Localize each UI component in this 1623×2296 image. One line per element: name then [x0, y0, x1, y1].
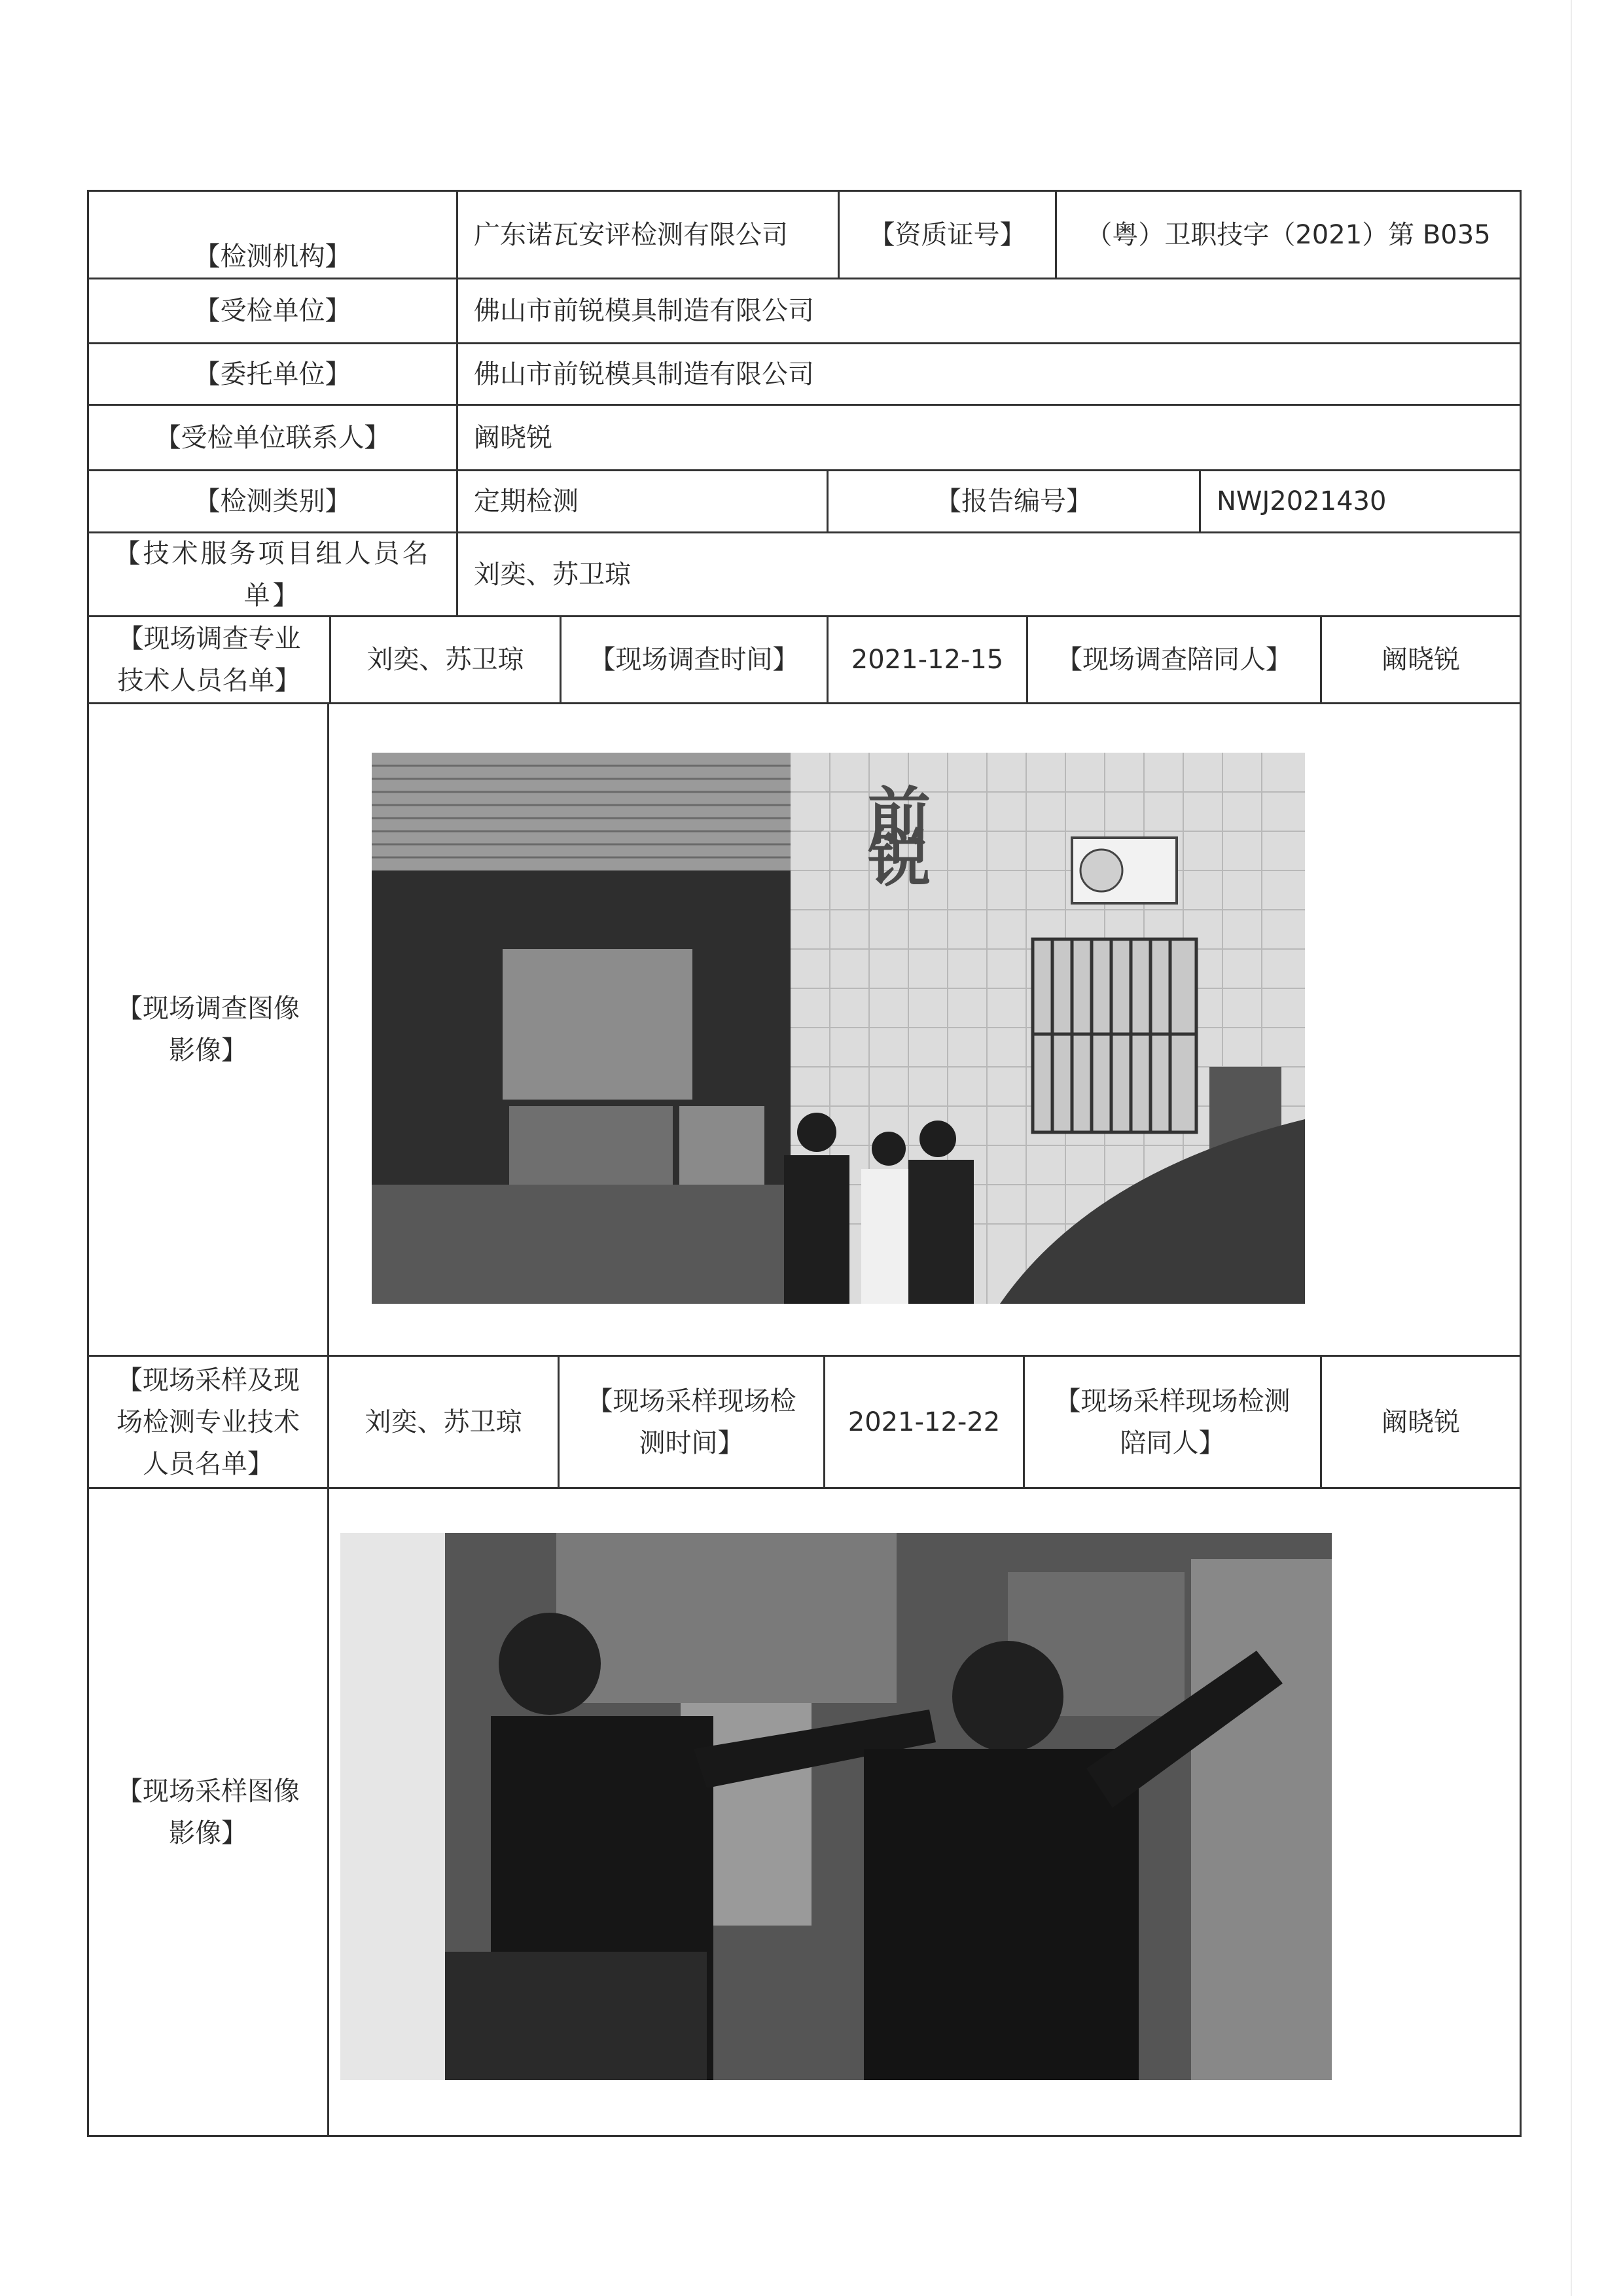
label-sampling-companion: 【现场采样现场检测 陪同人】 — [1054, 1386, 1291, 1458]
label-survey-photo: 【现场调查图像 影像】 — [116, 994, 300, 1066]
value-survey-companion: 阚晓锐 — [1382, 645, 1460, 675]
label-qualification-no: 【资质证号】 — [868, 219, 1026, 250]
label-client-unit: 【委托单位】 — [194, 359, 351, 389]
value-sampling-companion: 阚晓锐 — [1382, 1407, 1460, 1437]
table-rule — [1520, 190, 1522, 2137]
label-project-team: 【技术服务项目组人员名 单】 — [114, 538, 431, 611]
label-survey-time: 【现场调查时间】 — [589, 645, 799, 675]
page-edge — [1571, 0, 1572, 2296]
label-survey-companion: 【现场调查陪同人】 — [1056, 645, 1292, 675]
value-survey-time: 2021-12-15 — [851, 645, 1004, 675]
table-rule — [87, 2135, 1522, 2137]
value-sampling-staff: 刘奕、苏卫琼 — [365, 1407, 522, 1437]
label-survey-staff: 【现场调查专业 技术人员名单】 — [117, 624, 301, 696]
label-inspected-unit: 【受检单位】 — [194, 296, 351, 326]
label-report-no: 【报告编号】 — [935, 486, 1092, 516]
value-contact-person: 阚晓锐 — [474, 422, 552, 453]
table-rule — [327, 1487, 329, 2135]
label-testing-agency: 【检测机构】 — [194, 242, 351, 272]
label-contact-person: 【受检单位联系人】 — [154, 422, 391, 453]
value-testing-agency: 广东诺瓦安评检测有限公司 — [474, 219, 788, 250]
value-client-unit: 佛山市前锐模具制造有限公司 — [474, 359, 814, 389]
label-sampling-photo: 【现场采样图像 影像】 — [116, 1776, 300, 1848]
label-sampling-time: 【现场采样现场检 测时间】 — [586, 1386, 796, 1458]
value-project-team: 刘奕、苏卫琼 — [474, 559, 631, 590]
value-qualification-no: （粤）卫职技字（2021）第 B035 — [1086, 219, 1491, 250]
value-test-category: 定期检测 — [474, 486, 579, 516]
value-survey-staff: 刘奕、苏卫琼 — [366, 645, 524, 675]
label-test-category: 【检测类别】 — [194, 486, 351, 516]
table-rule — [327, 702, 329, 1355]
value-inspected-unit: 佛山市前锐模具制造有限公司 — [474, 296, 814, 326]
value-sampling-time: 2021-12-22 — [847, 1407, 1001, 1437]
sampling-site-photo — [340, 1533, 1332, 2080]
value-report-no: NWJ2021430 — [1217, 486, 1387, 516]
photo-sign-text: 前锐 — [868, 780, 938, 895]
label-sampling-staff: 【现场采样及现 场检测专业技术 人员名单】 — [116, 1365, 300, 1479]
